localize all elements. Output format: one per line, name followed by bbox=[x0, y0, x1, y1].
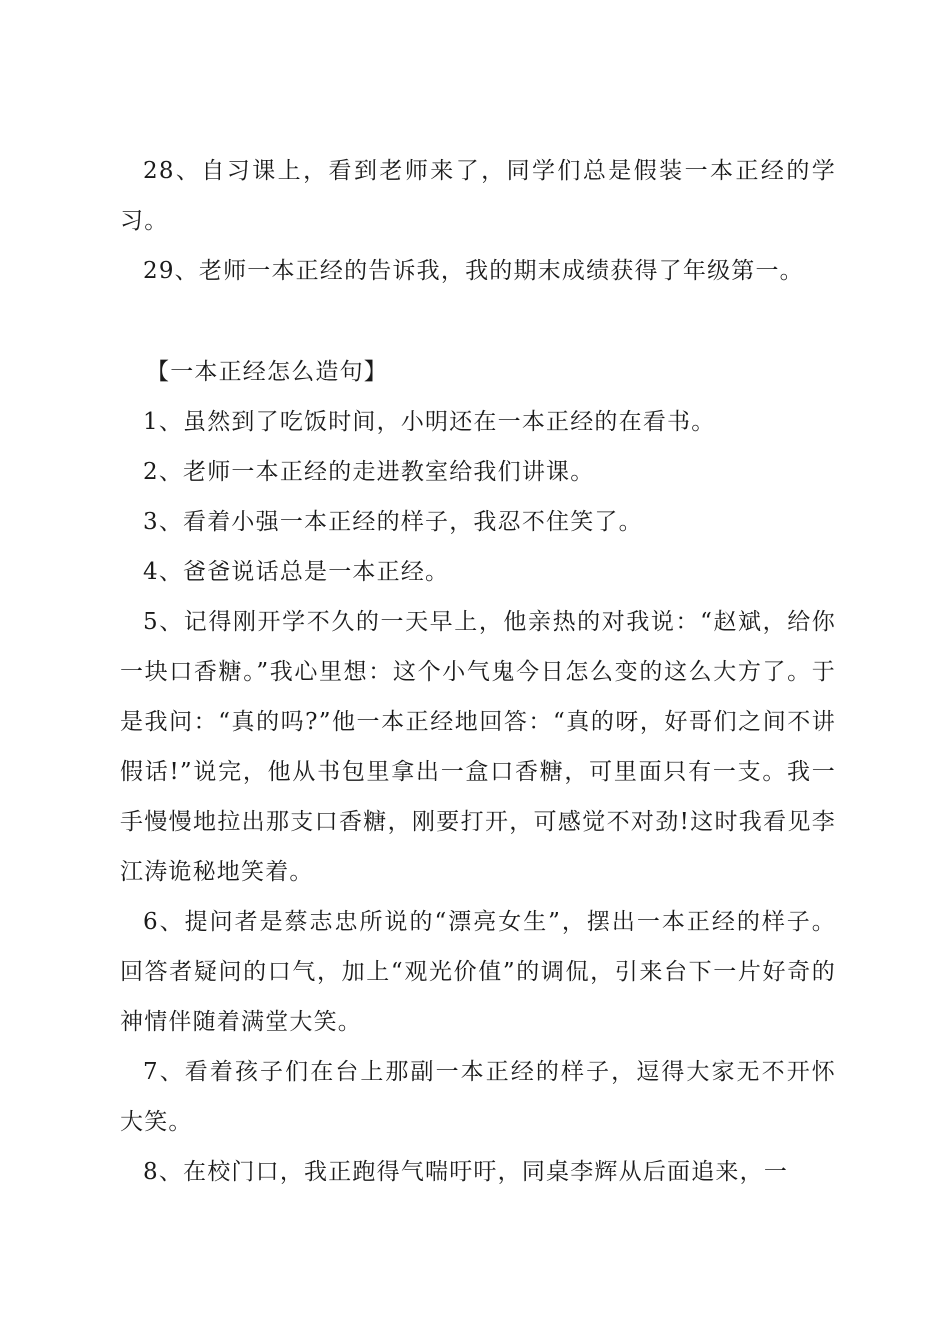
sentence-4: 4、爸爸说话总是一本正经。 bbox=[143, 559, 450, 585]
section-spacer bbox=[120, 296, 836, 347]
sentence-2: 2、老师一本正经的走进教室给我们讲课。 bbox=[143, 459, 595, 485]
sentence-6: 6、提问者是蔡志忠所说的“漂亮女生”，摆出一本正经的样子。回答者疑问的口气，加上“观光价值”的调侃，引来台下一片好奇的神情伴随着满堂大笑。 bbox=[120, 909, 836, 1035]
sentence-3: 3、看着小强一本正经的样子，我忍不住笑了。 bbox=[143, 509, 643, 535]
paragraph-28: 28、自习课上，看到老师来了，同学们总是假装一本正经的学习。 bbox=[120, 158, 836, 234]
sentence-5: 5、记得刚开学不久的一天早上，他亲热的对我说：“赵斌，给你一块口香糖。”我心里想：这个小气鬼今日怎么变的这么大方了。于是我问：“真的吗?”他一本正经地回答：“真的呀，好哥们之间不讲假话!”说完，他从书包里拿出一盒口香糖，可里面只有一支。我一手慢慢地拉出那支口香糖，刚要打开，可感觉不对劲!这时我看见李江涛诡秘地笑着。 bbox=[120, 609, 836, 885]
paragraph-29: 29、老师一本正经的告诉我，我的期末成绩获得了年级第一。 bbox=[143, 258, 804, 284]
section-heading: 【一本正经怎么造句】 bbox=[146, 359, 388, 385]
document-page bbox=[120, 146, 836, 1197]
sentence-7: 7、看着孩子们在台上那副一本正经的样子，逗得大家无不开怀大笑。 bbox=[120, 1059, 836, 1135]
sentence-8: 8、在校门口，我正跑得气喘吁吁，同桌李辉从后面追来，一 bbox=[143, 1159, 789, 1185]
sentence-1: 1、虽然到了吃饭时间，小明还在一本正经的在看书。 bbox=[143, 409, 716, 435]
